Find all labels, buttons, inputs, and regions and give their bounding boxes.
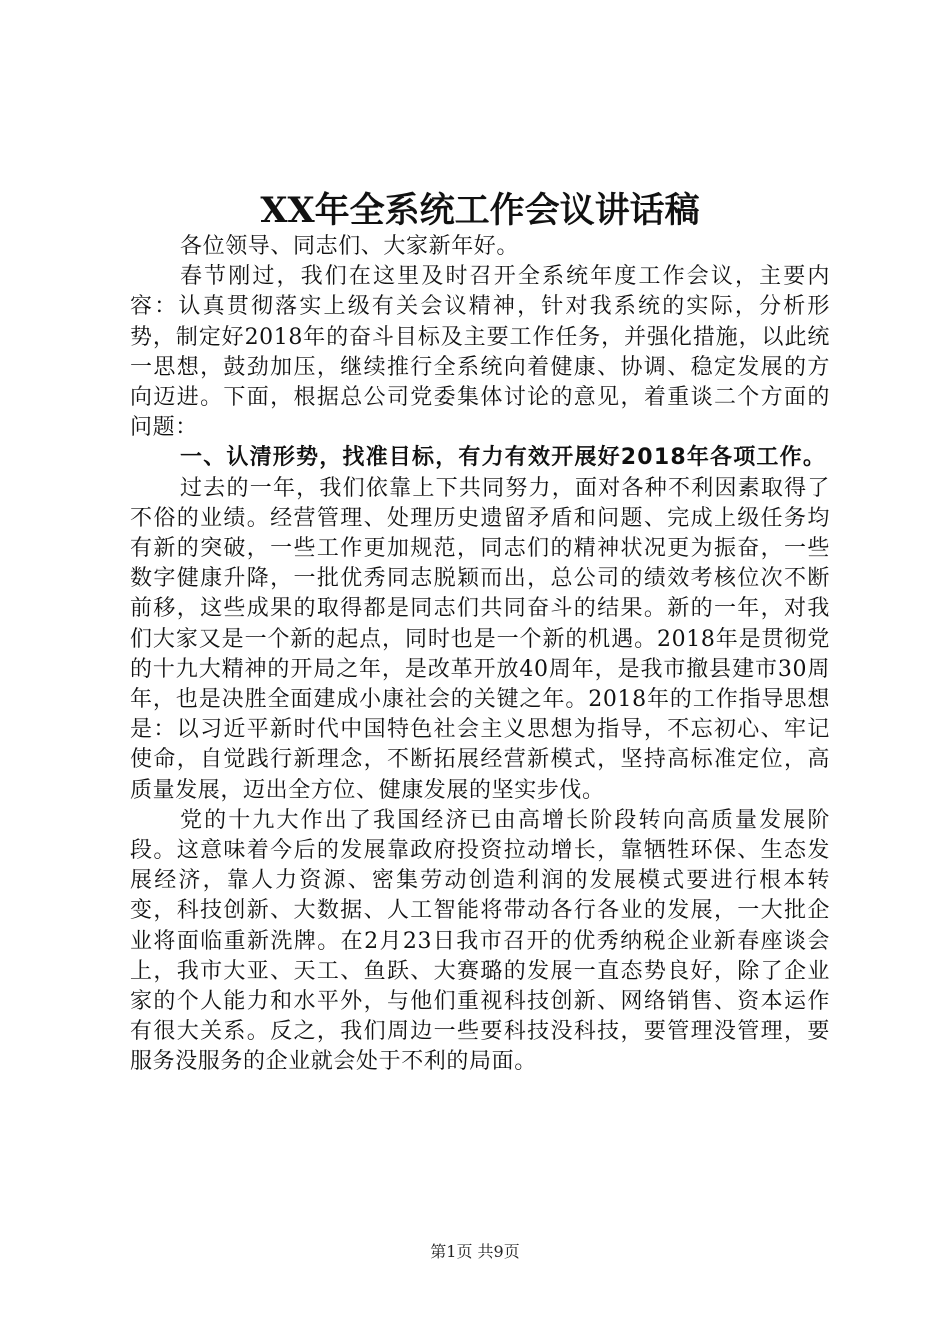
section-heading: 一、认清形势，找准目标，有力有效开展好2018年各项工作。 (180, 445, 827, 471)
intro-paragraph: 春节刚过，我们在这里及时召开全系统年度工作会议，主要内容：认真贯彻落实上级有关会议精神，针对我系统的实际，分析形势，制定好2018年的奋斗目标及主要工作任务，并强化措施，以此统一思想，鼓劲加压，继续推行全系统向着健康、协调、稳定发展的方向迈进。下面，根据总公司党委集体讨论的意见，着重谈二个方面的问题： (130, 264, 830, 441)
review-paragraph: 过去的一年，我们依靠上下共同努力，面对各种不利因素取得了不俗的业绩。经营管理、处理历史遗留矛盾和问题、完成上级任务均有新的突破，一些工作更加规范，同志们的精神状况更为振奋，一些数字健康升降，一批优秀同志脱颖而出，总公司的绩效考核位次不断前移，这些成果的取得都是同志们共同奋斗的结果。新的一年，对我们大家又是一个新的起点，同时也是一个新的机遇。2018年是贯彻党的十九大精神的开局之年，是改革开放40周年，是我市撤县建市30周年，也是决胜全面建成小康社会的关键之年。2018年的工作指导思想是：以习近平新时代中国特色社会主义思想为指导，不忘初心、牢记使命，自觉践行新理念，不断拓展经营新模式，坚持高标准定位，高质量发展，迈出全方位、健康发展的坚实步伐。 (130, 475, 830, 803)
situation-paragraph: 党的十九大作出了我国经济已由高增长阶段转向高质量发展阶段。这意味着今后的发展靠政府投资拉动增长，靠牺牲环保、生态发展经济，靠人力资源、密集劳动创造利润的发展模式要进行根本转变，科技创新、大数据、人工智能将带动各行各业的发展，一大批企业将面临重新洗牌。在2月23日我市召开的优秀纳税企业新春座谈会上，我市大亚、天工、鱼跃、大赛璐的发展一直态势良好，除了企业家的个人能力和水平外，与他们重视科技创新、网络销售、资本运作有很大关系。反之，我们周边一些要科技没科技，要管理没管理，要服务没服务的企业就会处于不利的局面。 (130, 807, 830, 1075)
document-title: XX年全系统工作会议讲话稿 (260, 190, 700, 231)
greeting-paragraph: 各位领导、同志们、大家新年好。 (180, 234, 520, 259)
page-number-footer: 第1页 共9页 (430, 1242, 520, 1261)
document-body (130, 232, 830, 1078)
